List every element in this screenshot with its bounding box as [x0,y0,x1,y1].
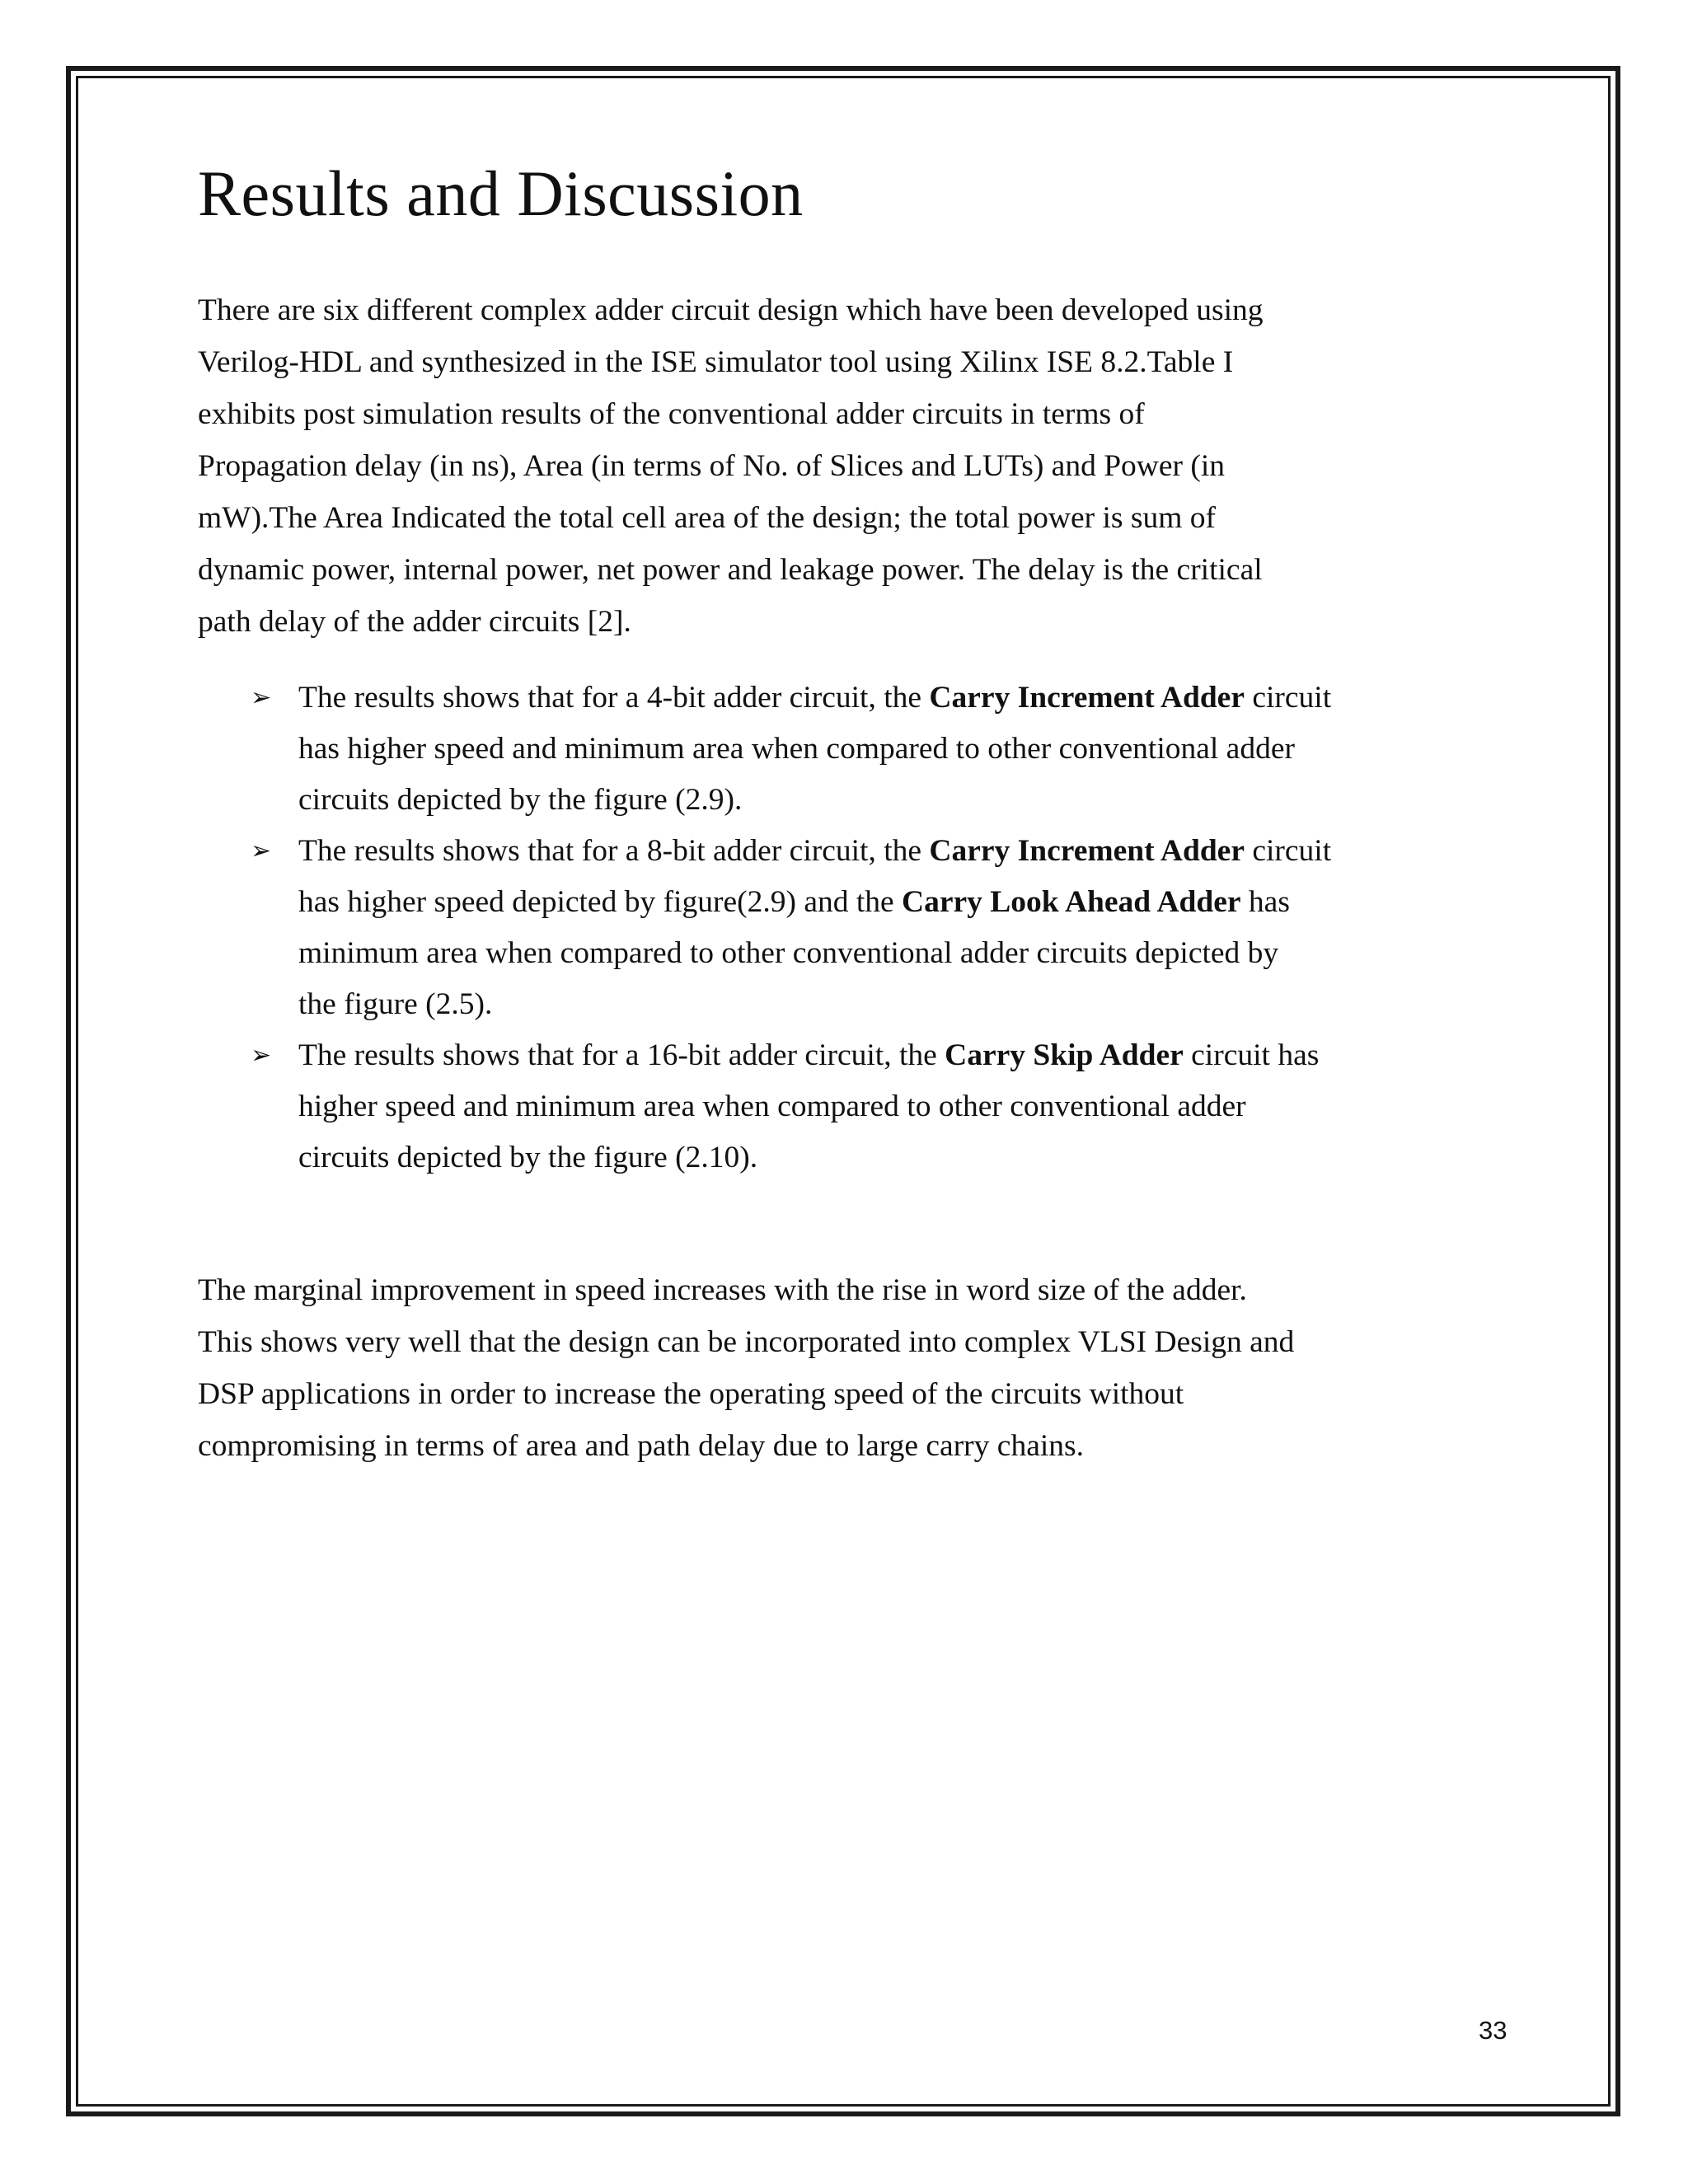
bullet-line: circuits depicted by the figure (2.10). [298,1141,758,1174]
intro-line: path delay of the adder circuits [2]. [198,605,631,639]
conclusion-line: This shows very well that the design can be incorporated into complex VLSI Design and [198,1325,1295,1359]
adder-name: Carry Increment Adder [929,681,1245,715]
bullet-line: The results shows that for a 4-bit adder circuit, the Carry Increment Adder circuit [298,681,1332,715]
bullet-line: circuits depicted by the figure (2.9). [298,783,743,817]
intro-line: Verilog-HDL and synthesized in the ISE simulator tool using Xilinx ISE 8.2.Table I [198,345,1234,379]
arrowhead-bullet-icon: ➢ [251,1041,272,1070]
bullet-line: minimum area when compared to other conventional adder circuits depicted by [298,936,1279,970]
bullet-item-8bit [198,826,1517,1030]
conclusion-line: compromising in terms of area and path delay due to large carry chains. [198,1429,1084,1463]
adder-name: Carry Increment Adder [929,834,1245,868]
intro-line: There are six different complex adder circuit design which have been developed using [198,293,1264,327]
intro-paragraph [198,284,1500,648]
adder-name: Carry Skip Adder [945,1038,1184,1072]
intro-line: mW).The Area Indicated the total cell area of the design; the total power is sum of [198,501,1216,535]
bullet-item-4bit [198,673,1517,826]
intro-line: Propagation delay (in ns), Area (in terms of No. of Slices and LUTs) and Power (in [198,449,1226,483]
conclusion-line: DSP applications in order to increase the operating speed of the circuits without [198,1377,1184,1411]
bullet-line: The results shows that for a 16-bit adder circuit, the Carry Skip Adder circuit has [298,1038,1320,1072]
conclusion-line: The marginal improvement in speed increases with the rise in word size of the adder. [198,1273,1247,1307]
page-number: 33 [1479,2016,1507,2045]
arrowhead-bullet-icon: ➢ [251,837,272,865]
bullet-line: The results shows that for a 8-bit adder circuit, the Carry Increment Adder circuit [298,834,1332,868]
arrowhead-bullet-icon: ➢ [251,683,272,712]
bullet-line: higher speed and minimum area when compared to other conventional adder [298,1090,1246,1123]
findings-bullet-list [198,673,1517,1183]
intro-line: dynamic power, internal power, net power and leakage power. The delay is the critical [198,553,1263,587]
adder-name: Carry Look Ahead Adder [902,885,1241,919]
conclusion-paragraph [198,1264,1500,1472]
intro-line: exhibits post simulation results of the conventional adder circuits in terms of [198,397,1145,431]
bullet-item-16bit [198,1030,1517,1183]
section-heading: Results and Discussion [198,157,804,229]
bullet-line: the figure (2.5). [298,987,493,1021]
bullet-line: has higher speed and minimum area when compared to other conventional adder [298,732,1295,766]
bullet-line: has higher speed depicted by figure(2.9) and the Carry Look Ahead Adder has [298,885,1290,919]
